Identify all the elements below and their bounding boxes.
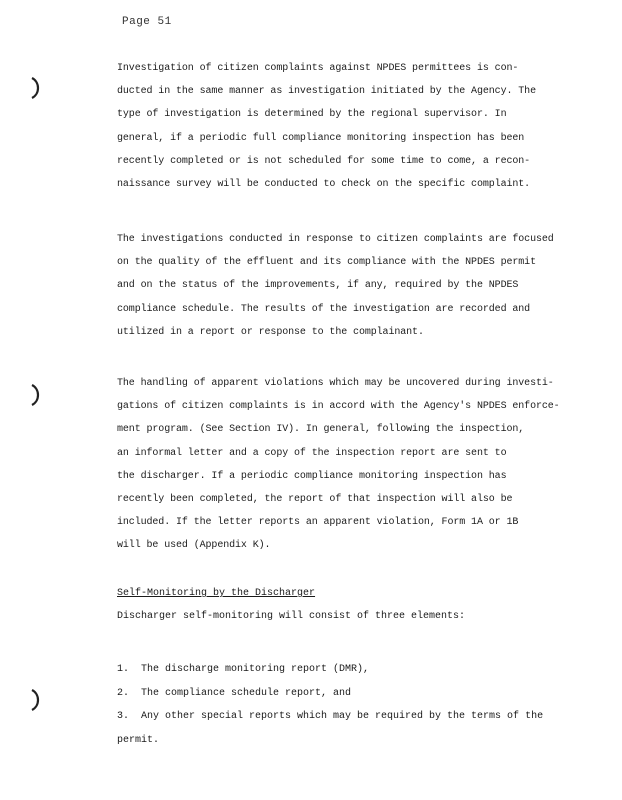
text-line: gations of citizen complaints is in accord with the Agency's NPDES enforce- — [117, 401, 560, 413]
text-line: recently completed or is not scheduled for some time to come, a recon- — [117, 155, 531, 167]
elements-list — [117, 658, 557, 752]
section-heading: Self-Monitoring by the Discharger — [117, 588, 316, 599]
section-intro: Discharger self-monitoring will consist of three elements: — [117, 611, 466, 622]
list-item-number: 3. — [117, 711, 130, 722]
text-line: ment program. (See Section IV). In general, following the inspection, — [117, 424, 525, 436]
text-line: Investigation of citizen complaints against NPDES permittees is con- — [117, 63, 519, 74]
text-line: utilized in a report or response to the complainant. — [117, 326, 424, 338]
list-item-text: Any other special reports which may be required by the terms of the — [141, 711, 544, 722]
list-item-text: The compliance schedule report, and — [141, 687, 352, 699]
text-line: recently been completed, the report of that inspection will also be — [117, 494, 513, 506]
text-line: included. If the letter reports an apparent violation, Form 1A or 1B — [117, 517, 519, 529]
page-number: Page 51 — [122, 16, 172, 28]
list-item-number: 1. — [117, 664, 130, 675]
list-item — [117, 658, 557, 682]
text-line: type of investigation is determined by the regional supervisor. In — [117, 109, 507, 121]
text-line: the discharger. If a periodic compliance monitoring inspection has — [117, 470, 507, 482]
text-line: will be used (Appendix K). — [117, 540, 271, 552]
text-line: The investigations conducted in response to citizen complaints are focused — [117, 234, 554, 245]
paragraph-violation-handling — [117, 372, 560, 558]
list-item — [117, 705, 557, 729]
list-item-number: 2. — [117, 687, 130, 699]
text-line: ducted in the same manner as investigation initiated by the Agency. The — [117, 86, 536, 98]
list-item-text: The discharge monitoring report (DMR), — [141, 664, 370, 675]
paragraph-investigation-focus — [117, 228, 557, 344]
text-line: on the quality of the effluent and its compliance with the NPDES permit — [117, 257, 536, 269]
text-line: compliance schedule. The results of the investigation are recorded and — [117, 303, 531, 315]
text-line: an informal letter and a copy of the inspection report are sent to — [117, 447, 507, 459]
binder-hole-icon — [30, 76, 42, 100]
text-line: and on the status of the improvements, if any, required by the NPDES — [117, 280, 519, 292]
binder-hole-icon — [30, 383, 42, 407]
list-item — [117, 682, 557, 706]
text-line: naissance survey will be conducted to check on the specific complaint. — [117, 179, 531, 191]
list-item-continuation: permit. — [117, 734, 160, 746]
text-line: general, if a periodic full compliance monitoring inspection has been — [117, 132, 525, 144]
paragraph-citizen-complaints — [117, 57, 557, 196]
binder-hole-icon — [30, 688, 42, 712]
text-line: The handling of apparent violations which may be uncovered during investi- — [117, 378, 554, 389]
